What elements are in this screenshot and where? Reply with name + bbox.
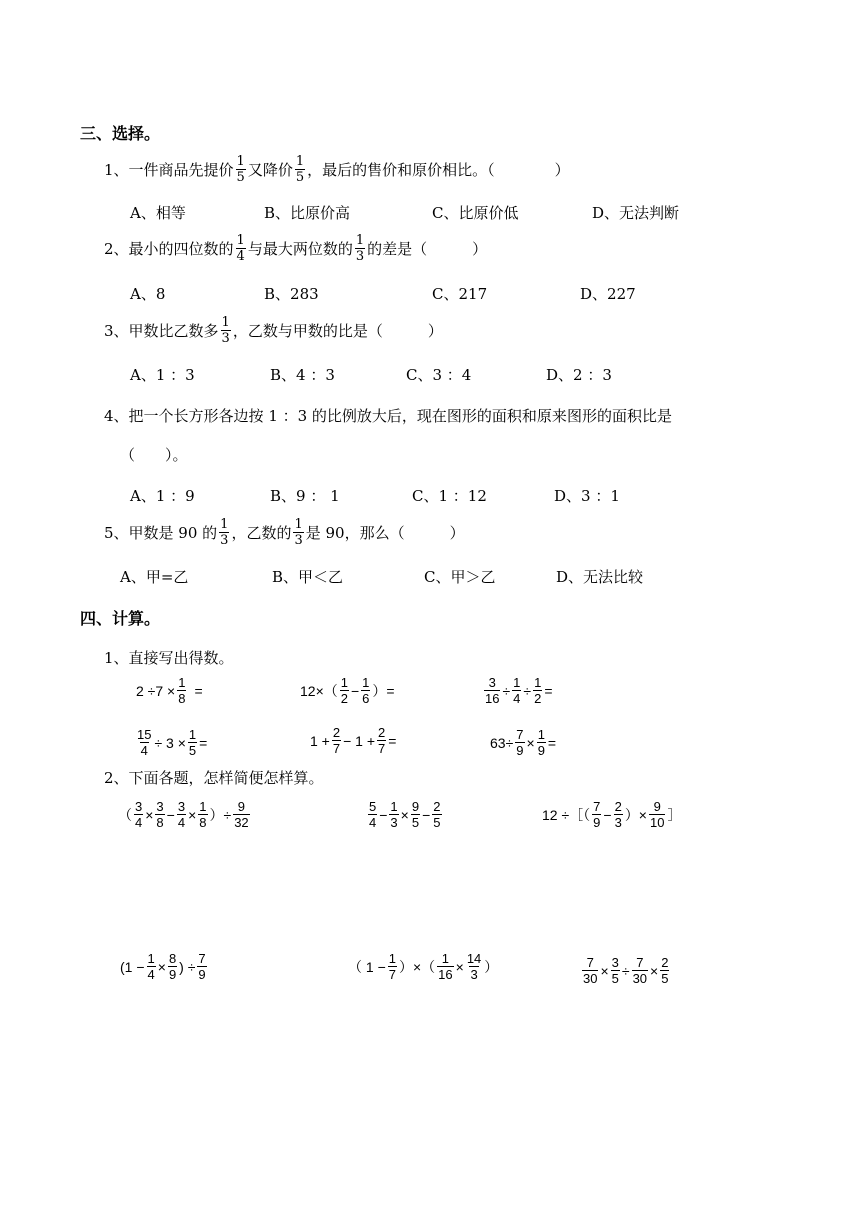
- simplify-5-text: （ 1 −: [348, 958, 386, 975]
- calc-2-op: −: [350, 682, 360, 699]
- simplify-2-fraction-4: $\frac{2}{5}$: [433, 799, 441, 830]
- subsection-1-title: 1、直接写出得数。: [104, 649, 234, 667]
- simplify-3-op-2: ）×: [624, 806, 647, 823]
- calc-5-text: 1 +: [310, 732, 330, 749]
- simplify-1-op-3: ×: [188, 806, 197, 823]
- calc-2-text: 12×（: [300, 682, 338, 699]
- simplify-5-fraction-3: $\frac{14}{3}$: [466, 951, 482, 982]
- simplify-6-fraction-3: $\frac{7}{30}$: [632, 955, 648, 986]
- simplify-2-op-3: −: [422, 806, 431, 823]
- simplify-1-fraction-1: $\frac{3}{4}$: [135, 799, 143, 830]
- simplify-4-fraction-2: $\frac{8}{9}$: [168, 951, 177, 982]
- q2-option-a: A、8: [130, 285, 166, 303]
- q2-text-pre: 2、最小的四位数的: [104, 240, 234, 258]
- calc-1-text: 2 ÷7 ×: [136, 682, 176, 699]
- question-4-line-2: （ ）。: [120, 446, 188, 464]
- calc-2-fraction-1: $\frac{1}{2}$: [340, 675, 348, 706]
- simplify-6-op-1: ×: [600, 962, 609, 979]
- calc-6-fraction-2: $\frac{1}{9}$: [537, 727, 545, 758]
- simplify-2-fraction-2: $\frac{1}{3}$: [390, 799, 398, 830]
- q3-text-post: ，乙数与甲数的比是（ ）: [232, 322, 443, 340]
- simplify-6-fraction-1: $\frac{7}{30}$: [583, 955, 598, 986]
- simplify-2-fraction-1: $\frac{5}{4}$: [369, 799, 377, 830]
- question-4-line-1: 4、把一个长方形各边按 1 ：3 的比例放大后，现在图形的面积和原来图形的面积比是: [104, 407, 672, 425]
- q3-option-a: A、1 ：3: [130, 366, 195, 384]
- q5-text-post: 是 90，那么（ ）: [305, 524, 465, 542]
- q2-option-b: B、283: [264, 285, 319, 303]
- simplify-6-op-3: ×: [650, 962, 659, 979]
- q1-option-a: A、相等: [130, 204, 186, 222]
- calc-6-equals: =: [547, 734, 557, 751]
- calc-2-fraction-2: $\frac{1}{6}$: [362, 675, 370, 706]
- q2-text-mid: 与最大两位数的: [247, 240, 353, 258]
- q3-fraction-1: $\frac{1}{3}$: [221, 315, 230, 346]
- simplify-4-op-1: ×: [157, 958, 166, 975]
- section-3-title: 三、选择。: [80, 124, 161, 143]
- calc-5-equals: =: [388, 732, 397, 749]
- q2-fraction-1: $\frac{1}{4}$: [236, 233, 245, 264]
- q3-text-pre: 3、甲数比乙数多: [104, 322, 219, 340]
- calc-4-text: ÷ 3 ×: [154, 734, 186, 751]
- calc-5-mid: − 1 +: [343, 732, 376, 749]
- simplify-1-fraction-4: $\frac{1}{8}$: [199, 799, 207, 830]
- simplify-5-rparen: ）: [484, 958, 499, 975]
- q3-option-c: C、3 ：4: [406, 366, 472, 384]
- simplify-6: [580, 956, 671, 985]
- q1-fraction-2: $\frac{1}{5}$: [295, 154, 305, 185]
- simplify-5-op-1: ）×（: [398, 958, 436, 975]
- calc-6-text: 63÷: [490, 734, 514, 751]
- simplify-4-fraction-1: $\frac{1}{4}$: [147, 951, 155, 982]
- q4-option-c: C、1 ：12: [412, 487, 487, 505]
- question-3: [104, 316, 443, 345]
- calc-3-equals: =: [544, 682, 553, 699]
- calc-3-fraction-3: $\frac{1}{2}$: [534, 675, 542, 706]
- q2-option-c: C、217: [432, 285, 488, 303]
- calc-3-fraction-2: $\frac{1}{4}$: [513, 675, 521, 706]
- calc-3-op-2: ÷: [523, 682, 532, 699]
- simplify-3-bracket: ］: [667, 806, 682, 823]
- q5-option-d: D、无法比较: [556, 568, 644, 586]
- calc-5-fraction-2: $\frac{2}{7}$: [378, 725, 386, 756]
- simplify-1: [118, 800, 252, 829]
- simplify-3-op-1: −: [603, 806, 612, 823]
- simplify-1-op-1: ×: [145, 806, 154, 823]
- calc-4: [134, 728, 207, 757]
- simplify-3: [542, 800, 681, 829]
- simplify-1-rparen: ）÷: [209, 806, 232, 823]
- q5-option-b: B、甲＜乙: [272, 568, 344, 586]
- q1-option-d: D、无法判断: [592, 204, 680, 222]
- q1-text-mid: 又降价: [247, 161, 293, 179]
- question-2: [104, 234, 487, 263]
- q1-fraction-1: $\frac{1}{5}$: [236, 154, 245, 185]
- calc-3: [482, 676, 553, 705]
- q5-text-pre: 5、甲数是 90 的: [104, 524, 218, 542]
- calc-1-fraction: $\frac{1}{8}$: [178, 675, 186, 706]
- simplify-4-text: (1 −: [120, 958, 145, 975]
- calc-5-fraction-1: $\frac{2}{7}$: [332, 725, 341, 756]
- simplify-4: [120, 952, 209, 981]
- question-5: [104, 518, 465, 547]
- calc-2-equals: ）=: [372, 682, 395, 699]
- q3-option-d: D、2 ：3: [546, 366, 612, 384]
- calc-6-fraction-1: $\frac{7}{9}$: [516, 727, 524, 758]
- q1-option-b: B、比原价高: [264, 204, 351, 222]
- q5-option-c: C、甲＞乙: [424, 568, 496, 586]
- calc-4-fraction-2: $\frac{1}{5}$: [188, 727, 197, 758]
- q5-option-a: A、甲=乙: [120, 568, 189, 586]
- simplify-6-op-2: ÷: [621, 962, 630, 979]
- calc-1-equals: =: [194, 682, 203, 699]
- simplify-3-fraction-1: $\frac{7}{9}$: [593, 799, 601, 830]
- q5-fraction-2: $\frac{1}{3}$: [294, 517, 303, 548]
- q3-option-b: B、4 ：3: [270, 366, 335, 384]
- calc-1: [136, 676, 203, 705]
- simplify-1-lparen: （: [118, 806, 132, 823]
- simplify-1-op-2: −: [166, 806, 175, 823]
- simplify-5-fraction-2: $\frac{1}{16}$: [438, 951, 453, 982]
- calc-3-fraction-1: $\frac{3}{16}$: [485, 675, 500, 706]
- q4-option-d: D、3 ：1: [554, 487, 620, 505]
- q1-text-pre: 1、一件商品先提价: [104, 161, 234, 179]
- simplify-5: [348, 952, 498, 981]
- simplify-3-fraction-3: $\frac{9}{10}$: [650, 799, 665, 830]
- simplify-6-fraction-2: $\frac{3}{5}$: [611, 955, 619, 986]
- q1-text-post: ，最后的售价和原价相比。（ ）: [307, 161, 570, 179]
- question-1: [104, 155, 570, 184]
- q5-text-mid: ，乙数的: [231, 524, 292, 542]
- simplify-2-fraction-3: $\frac{9}{5}$: [411, 799, 420, 830]
- calc-6: [490, 728, 556, 757]
- q1-option-c: C、比原价低: [432, 204, 519, 222]
- simplify-5-fraction-1: $\frac{1}{7}$: [388, 951, 396, 982]
- calc-3-op-1: ÷: [502, 682, 511, 699]
- simplify-1-fraction-5: $\frac{9}{32}$: [234, 799, 249, 830]
- simplify-2-op-2: ×: [400, 806, 409, 823]
- calc-4-fraction-1: $\frac{15}{4}$: [137, 727, 152, 758]
- simplify-1-fraction-3: $\frac{3}{4}$: [177, 799, 186, 830]
- simplify-3-fraction-2: $\frac{2}{3}$: [614, 799, 622, 830]
- simplify-2: [366, 800, 444, 829]
- subsection-2-title: 2、下面各题，怎样简便怎样算。: [104, 769, 324, 787]
- simplify-3-text: 12 ÷［（: [542, 806, 591, 823]
- q5-fraction-1: $\frac{1}{3}$: [220, 517, 229, 548]
- simplify-6-fraction-4: $\frac{2}{5}$: [661, 955, 669, 986]
- simplify-5-op-2: ×: [455, 958, 464, 975]
- q2-option-d: D、227: [580, 285, 636, 303]
- simplify-4-op-2: ) ÷: [179, 958, 196, 975]
- calc-4-equals: =: [199, 734, 208, 751]
- calc-6-op: ×: [526, 734, 535, 751]
- section-4-title: 四、计算。: [80, 609, 161, 628]
- calc-5: [310, 726, 396, 755]
- simplify-1-fraction-2: $\frac{3}{8}$: [156, 799, 164, 830]
- q2-fraction-2: $\frac{1}{3}$: [355, 233, 365, 264]
- simplify-4-fraction-3: $\frac{7}{9}$: [198, 951, 206, 982]
- q2-text-post: 的差是（ ）: [367, 240, 488, 258]
- simplify-2-op-1: −: [379, 806, 388, 823]
- calc-2: [300, 676, 395, 705]
- q4-option-a: A、1 ：9: [130, 487, 195, 505]
- q4-option-b: B、9 ： 1: [270, 487, 340, 505]
